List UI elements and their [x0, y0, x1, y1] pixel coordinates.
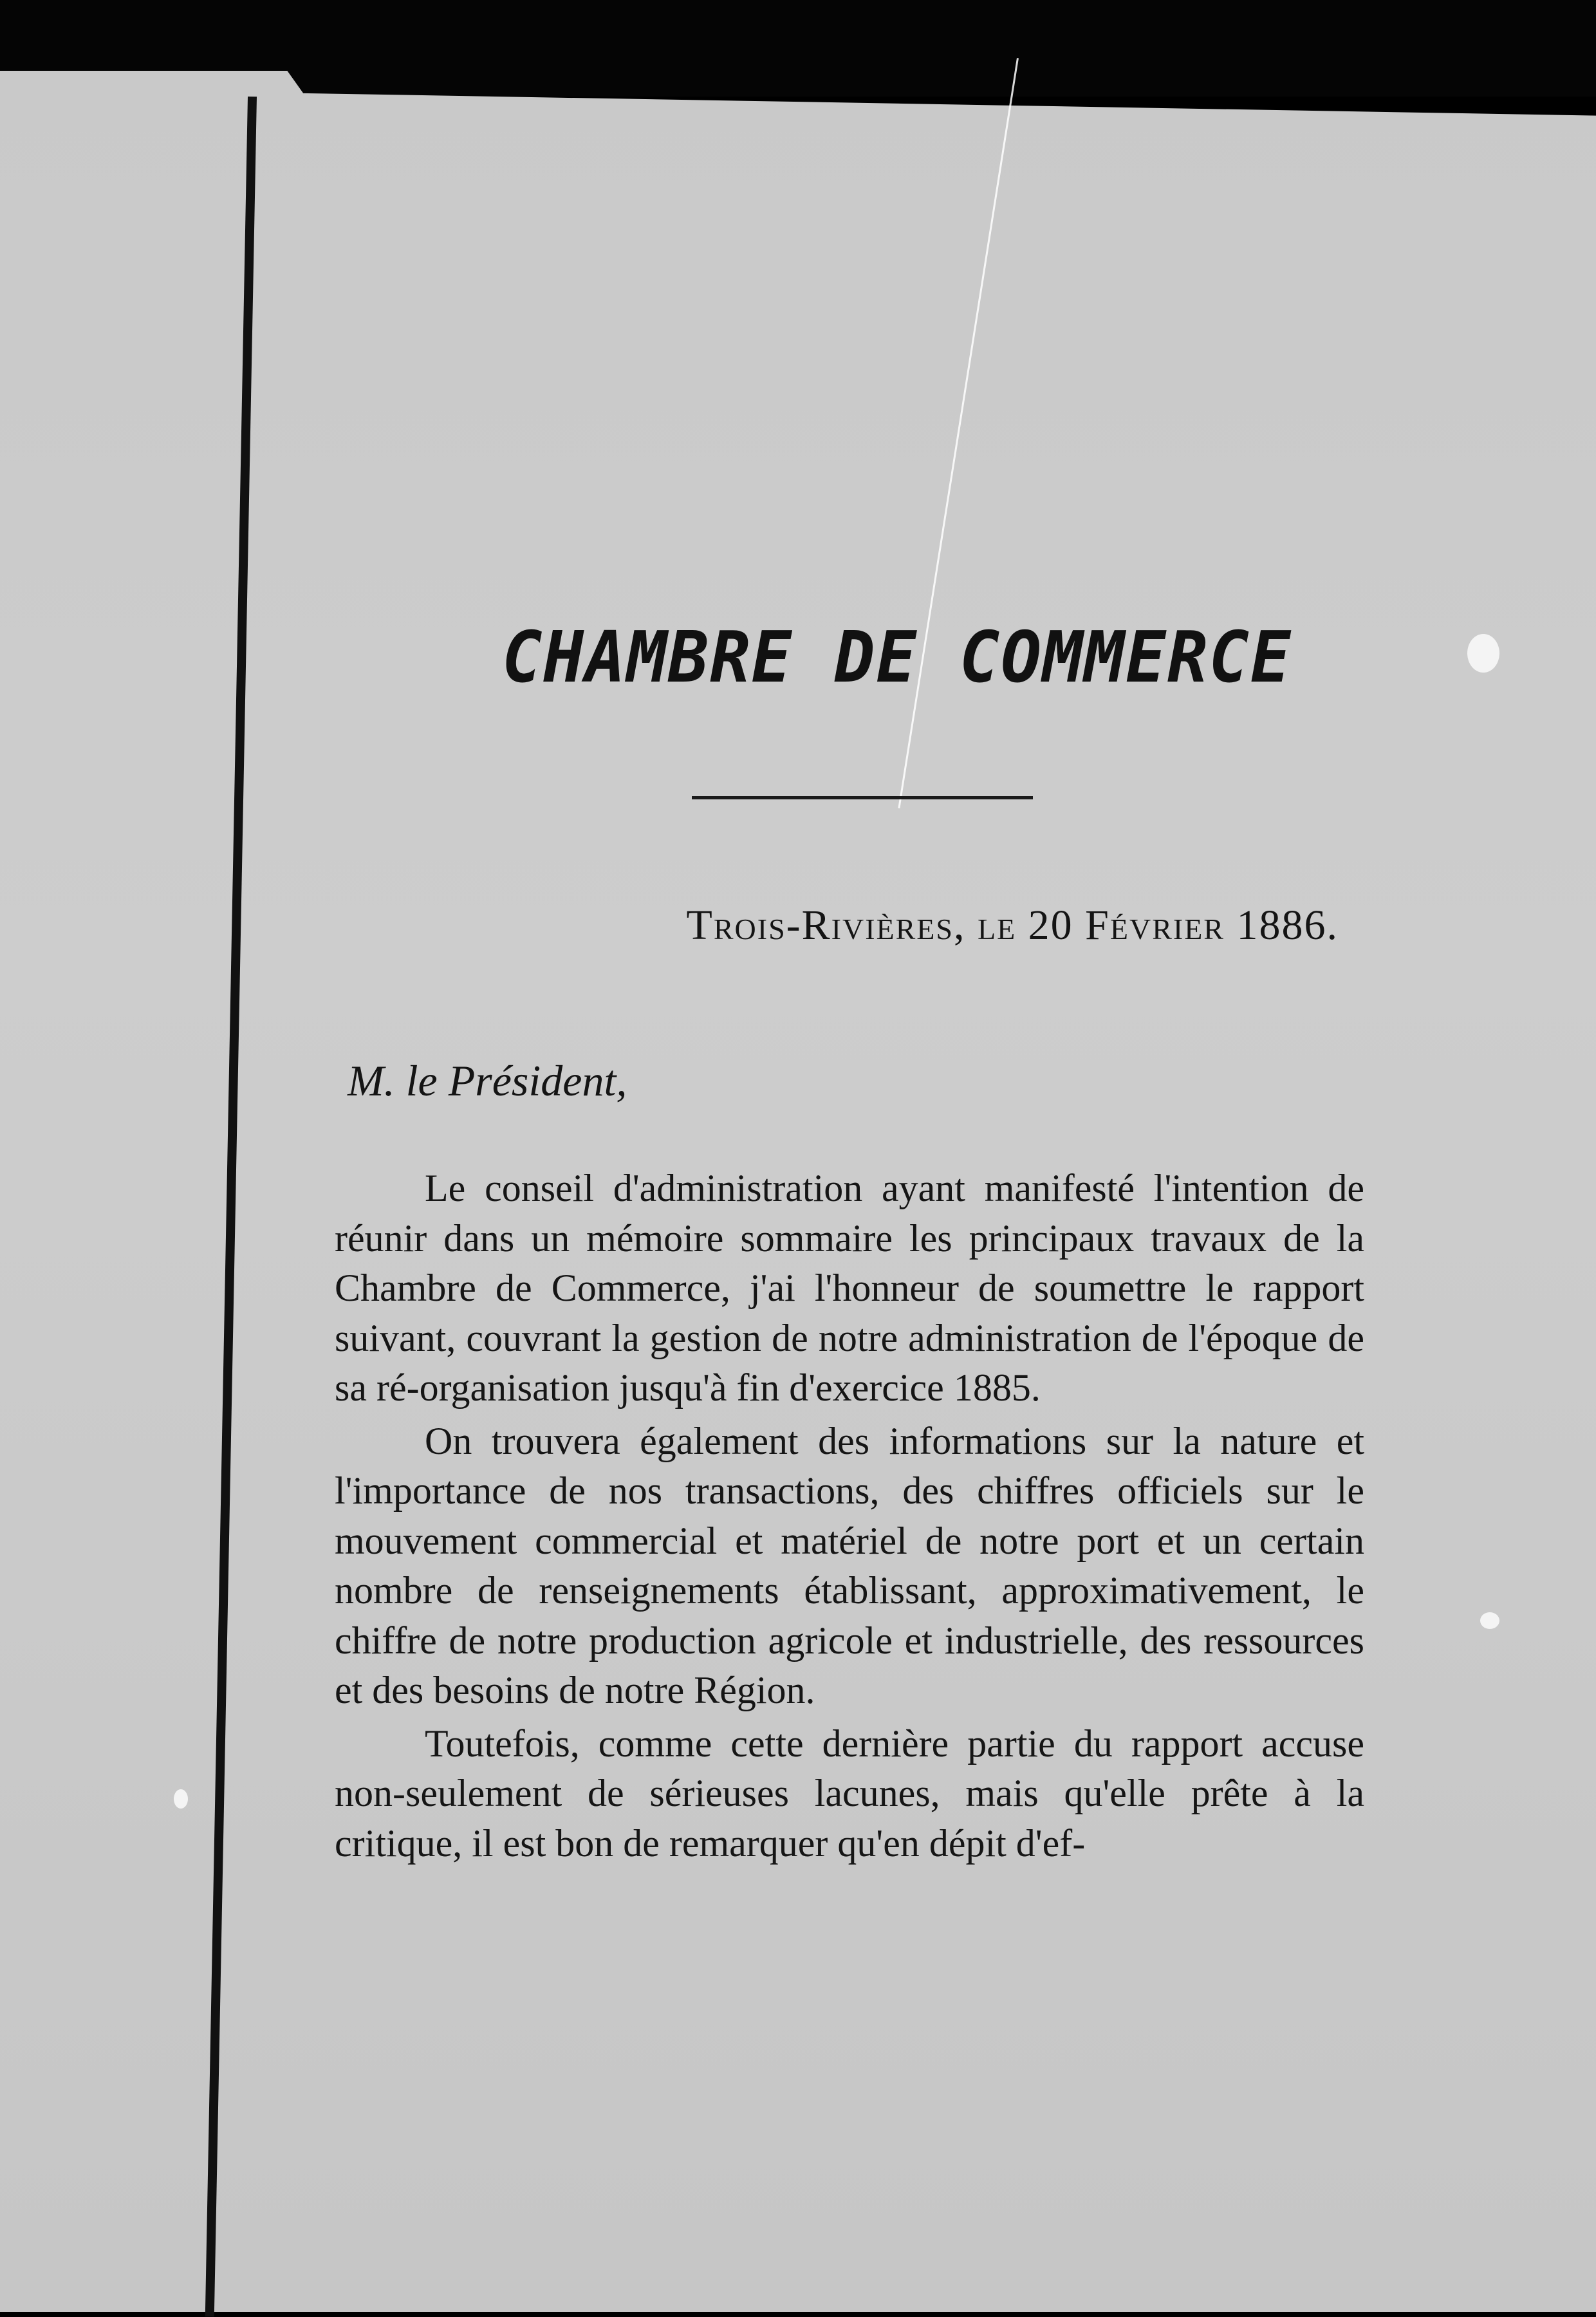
- paragraph: Toutefois, comme cette dernière partie du rapport accuse non-seulement de sérieuses lacunes, mais qu'elle prête à la critique, il est bon de remarquer qu'en dépit d'ef-: [335, 1722, 1364, 1865]
- salutation: M. le Président,: [348, 1056, 627, 1105]
- paragraph: Le conseil d'administration ayant manifesté l'intention de réunir dans un mémoire sommaire les principaux travaux de la Chambre de Commerce, j'ai l'honneur de soumettre le rapport suivant, couvrant la gestion de notre administration de l'époque de sa ré-organisation jusqu'à fin d'exercice 1885.: [335, 1167, 1364, 1409]
- heading-rule: [692, 796, 1033, 799]
- paragraph: On trouvera également des informations sur la nature et l'importance de nos transactions, des chiffres officiels sur le mouvement commercial et matériel de notre port et un certain nombre de renseignements établissant, approximativement, le chiffre de notre production agricole et industrielle, des ressources et des besoins de notre Région.: [335, 1419, 1364, 1711]
- letter-body: [335, 1164, 1364, 1872]
- document-heading: CHAMBRE DE COMMERCE: [502, 615, 1292, 699]
- film-blot: [1467, 634, 1499, 673]
- film-blot: [174, 1789, 188, 1809]
- dateline: Trois-Rivières, le 20 Février 1886.: [686, 902, 1339, 949]
- film-blot: [1480, 1612, 1499, 1629]
